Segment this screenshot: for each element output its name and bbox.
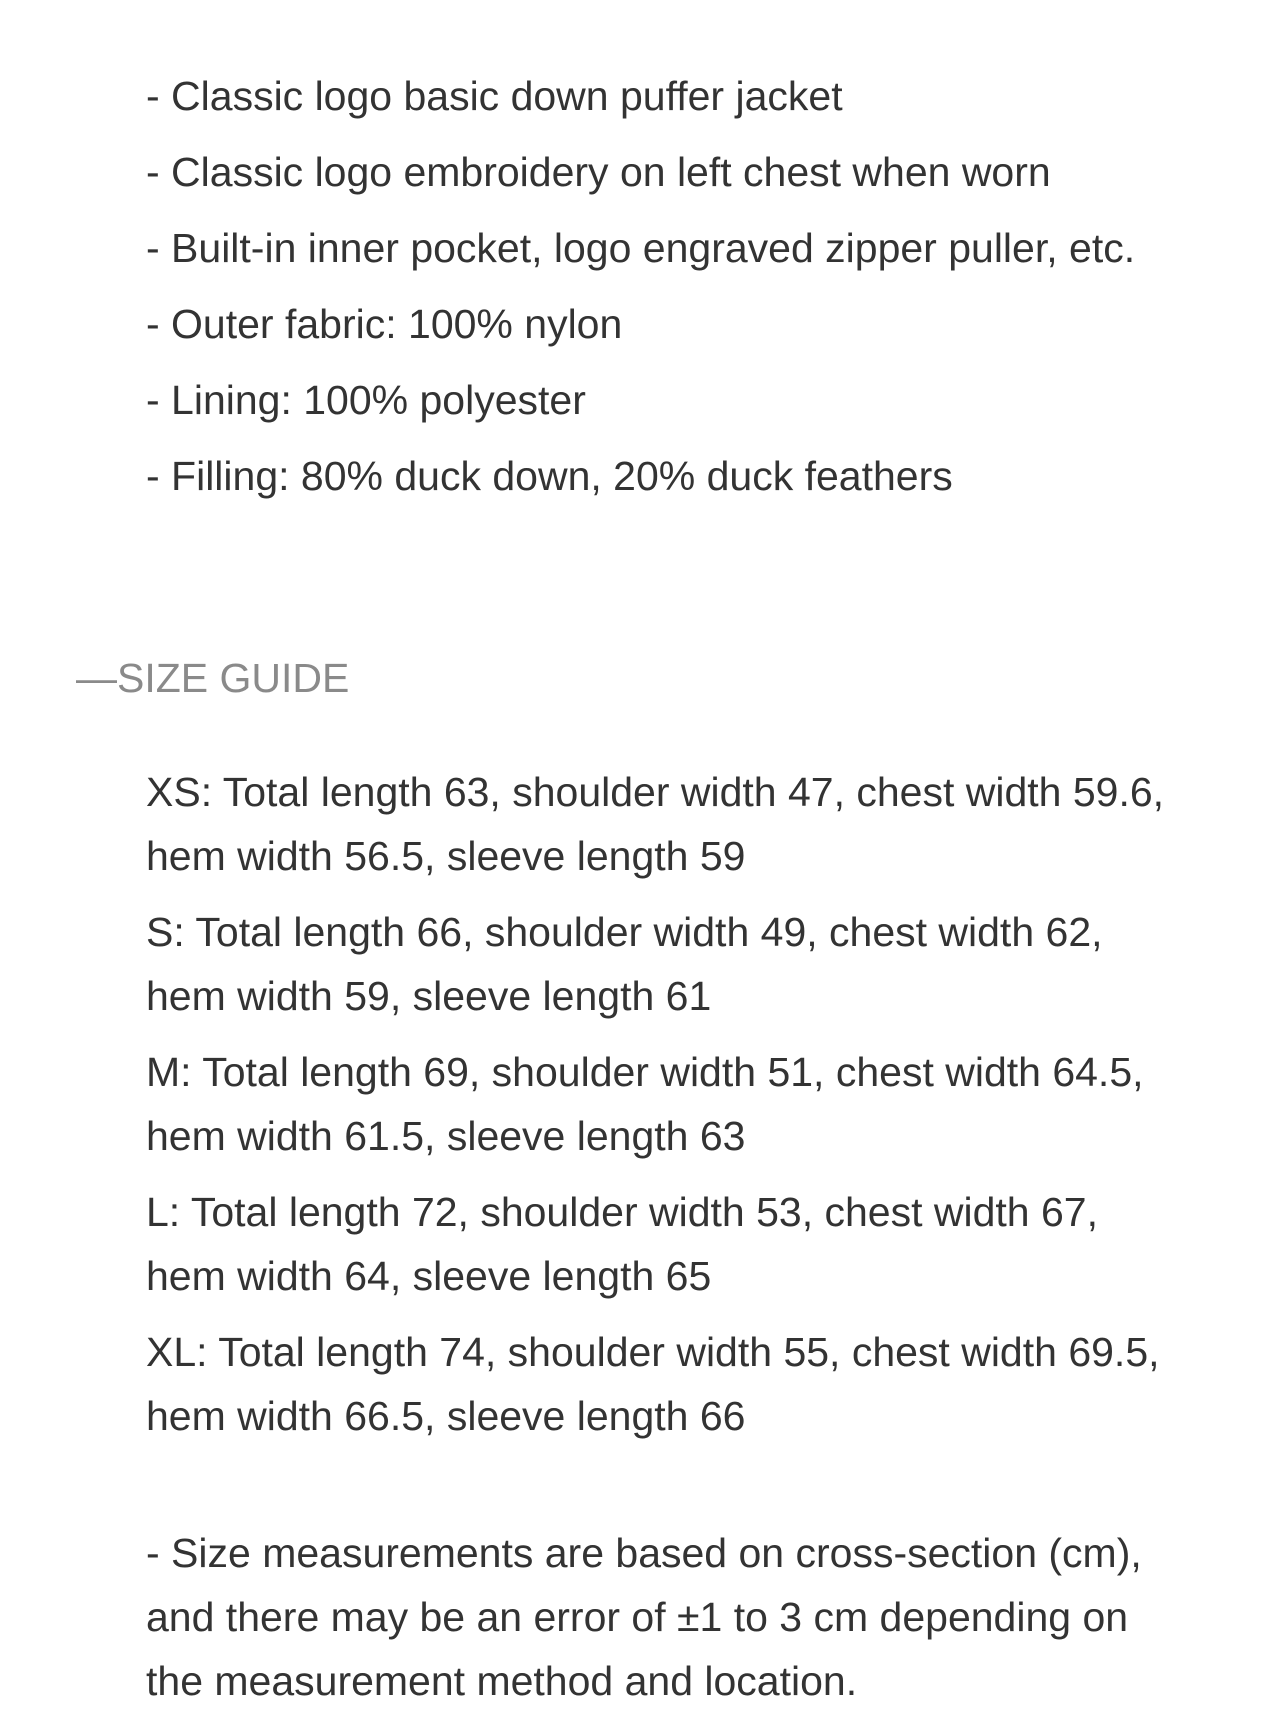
size-entry-xs	[146, 760, 1266, 888]
size-entry-l	[146, 1180, 1266, 1308]
size-note-line: the measurement method and location.	[146, 1658, 858, 1704]
feature-item: - Lining: 100% polyester	[146, 377, 586, 423]
feature-item: - Classic logo basic down puffer jacket	[146, 73, 843, 119]
size-line: hem width 66.5, sleeve length 66	[146, 1393, 746, 1439]
feature-item: - Filling: 80% duck down, 20% duck feathers	[146, 453, 953, 499]
size-line: hem width 56.5, sleeve length 59	[146, 833, 746, 879]
size-note	[146, 1521, 1266, 1713]
size-guide-title: —SIZE GUIDE	[76, 655, 350, 701]
feature-item: - Outer fabric: 100% nylon	[146, 301, 623, 347]
size-line: XL: Total length 74, shoulder width 55, chest width 69.5,	[146, 1329, 1160, 1375]
size-line: hem width 59, sleeve length 61	[146, 973, 712, 1019]
size-entry-xl	[146, 1320, 1266, 1448]
size-line: hem width 61.5, sleeve length 63	[146, 1113, 746, 1159]
size-line: M: Total length 69, shoulder width 51, chest width 64.5,	[146, 1049, 1144, 1095]
size-note-line: - Size measurements are based on cross-section (cm),	[146, 1530, 1142, 1576]
size-line: XS: Total length 63, shoulder width 47, chest width 59.6,	[146, 769, 1165, 815]
size-note-line: and there may be an error of ±1 to 3 cm depending on	[146, 1594, 1129, 1640]
feature-item: - Built-in inner pocket, logo engraved zipper puller, etc.	[146, 225, 1136, 271]
size-line: hem width 64, sleeve length 65	[146, 1253, 712, 1299]
size-entry-s	[146, 900, 1266, 1028]
size-entry-m	[146, 1040, 1266, 1168]
size-guide-list	[146, 760, 1266, 1460]
size-line: L: Total length 72, shoulder width 53, chest width 67,	[146, 1189, 1098, 1235]
feature-item: - Classic logo embroidery on left chest when worn	[146, 149, 1051, 195]
feature-list	[146, 58, 1246, 514]
size-line: S: Total length 66, shoulder width 49, chest width 62,	[146, 909, 1103, 955]
